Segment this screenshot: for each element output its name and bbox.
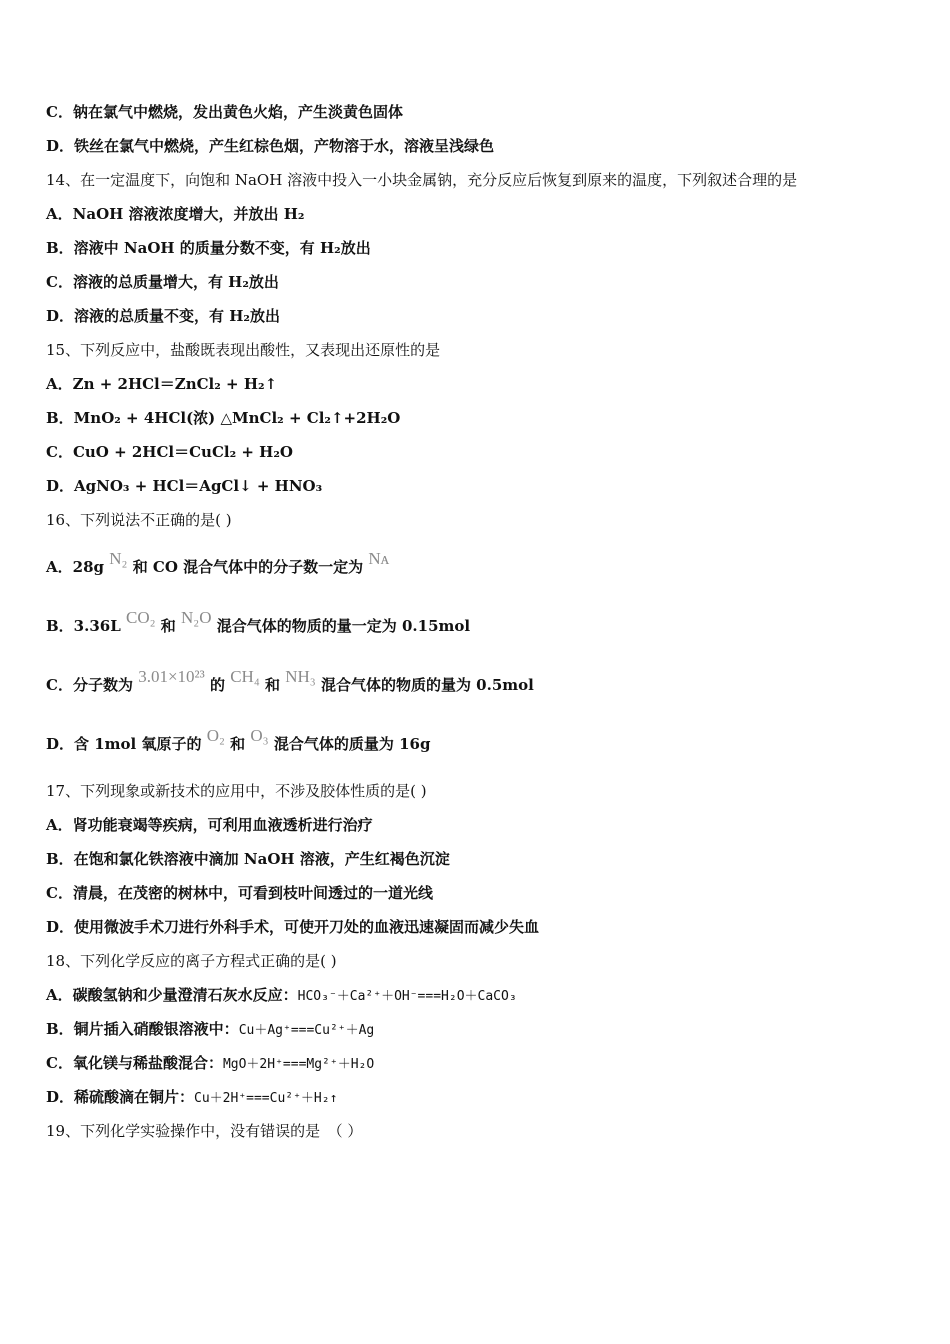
q13-option-c: C．钠在氯气中燃烧，发出黄色火焰，产生淡黄色固体 [46, 103, 403, 121]
q17-option-a: A．肾功能衰竭等疾病，可利用血液透析进行治疗 [46, 816, 373, 834]
q16-c-suffix: 混合气体的物质的量为 0.5mol [320, 676, 534, 694]
q16-d-prefix: D．含 1mol 氧原子的 [46, 735, 202, 753]
q16-b-prefix: B．3.36L [46, 617, 121, 635]
q16-a-middle: 和 CO 混合气体中的分子数一定为 [132, 558, 364, 576]
q18-a-label: A．碳酸氢钠和少量澄清石灰水反应： [46, 986, 298, 1004]
q18-b-equation: Cu＋Ag⁺===Cu²⁺＋Ag [238, 1023, 375, 1038]
q18-c-label: C．氧化镁与稀盐酸混合： [46, 1054, 223, 1072]
q15-stem: 15、下列反应中，盐酸既表现出酸性，又表现出还原性的是 [46, 341, 441, 359]
q16-a-formula-n2: N₂ [109, 549, 128, 568]
q18-option-b [46, 1019, 374, 1041]
q15-option-b: B．MnO₂ + 4HCl(浓) △MnCl₂ + Cl₂↑+2H₂O [46, 409, 401, 427]
q16-b-middle: 和 [160, 617, 176, 635]
q16-b-formula-n2o: N₂O [181, 608, 212, 627]
q16-c-middle-1: 的 [209, 676, 225, 694]
q18-d-label: D．稀硫酸滴在铜片： [46, 1088, 195, 1106]
q16-a-formula-na: Nᴀ [368, 549, 390, 568]
q16-option-d [46, 726, 431, 754]
q14-option-a: A．NaOH 溶液浓度增大，并放出 H₂ [46, 205, 305, 223]
q18-c-equation: MgO＋2H⁺===Mg²⁺＋H₂O [222, 1057, 375, 1072]
q15-option-a: A．Zn + 2HCl＝ZnCl₂ + H₂↑ [46, 375, 278, 393]
q14-stem: 14、在一定温度下，向饱和 NaOH 溶液中投入一小块金属钠，充分反应后恢复到原来的温度，下列叙述合理的是 [46, 171, 798, 189]
q16-c-formula-nh3: NH₃ [285, 667, 316, 686]
q17-option-c: C．清晨，在茂密的树林中，可看到枝叶间透过的一道光线 [46, 884, 433, 902]
q18-d-equation: Cu＋2H⁺===Cu²⁺＋H₂↑ [194, 1091, 338, 1106]
q19-stem: 19、下列化学实验操作中，没有错误的是 （ ） [46, 1122, 363, 1140]
q15-option-d: D．AgNO₃ + HCl＝AgCl↓ + HNO₃ [46, 477, 323, 495]
q16-d-formula-o3: O₃ [250, 726, 269, 745]
q13-option-d: D．铁丝在氯气中燃烧，产生红棕色烟，产物溶于水，溶液呈浅绿色 [46, 137, 495, 155]
q16-c-formula-number: 3.01×10²³ [138, 667, 205, 686]
q16-b-suffix: 混合气体的物质的量一定为 0.15mol [216, 617, 471, 635]
q15-option-c: C．CuO + 2HCl＝CuCl₂ + H₂O [46, 443, 293, 461]
q16-a-prefix: A．28g [46, 558, 105, 576]
q16-option-a [46, 549, 390, 577]
q16-c-prefix: C．分子数为 [46, 676, 133, 694]
q16-option-c [46, 667, 534, 695]
q16-d-middle: 和 [230, 735, 246, 753]
q16-option-b [46, 608, 471, 636]
q14-option-b: B．溶液中 NaOH 的质量分数不变，有 H₂放出 [46, 239, 371, 257]
q18-option-d [46, 1087, 337, 1109]
q16-d-suffix: 混合气体的质量为 16g [273, 735, 431, 753]
q17-stem: 17、下列现象或新技术的应用中，不涉及胶体性质的是( ) [46, 782, 427, 800]
q16-b-formula-co2: CO₂ [126, 608, 156, 627]
q18-option-c [46, 1053, 374, 1075]
q16-stem: 16、下列说法不正确的是( ) [46, 511, 232, 529]
q17-option-b: B．在饱和氯化铁溶液中滴加 NaOH 溶液，产生红褐色沉淀 [46, 850, 450, 868]
q18-a-equation: HCO₃⁻＋Ca²⁺＋OH⁻===H₂O＋CaCO₃ [297, 989, 517, 1004]
q18-stem: 18、下列化学反应的离子方程式正确的是( ) [46, 952, 337, 970]
q16-d-formula-o2: O₂ [206, 726, 225, 745]
q16-c-formula-ch4: CH₄ [230, 667, 260, 686]
q14-option-d: D．溶液的总质量不变，有 H₂放出 [46, 307, 280, 325]
q18-b-label: B．铜片插入硝酸银溶液中： [46, 1020, 239, 1038]
q18-option-a [46, 985, 517, 1007]
q17-option-d: D．使用微波手术刀进行外科手术，可使开刀处的血液迅速凝固而减少失血 [46, 918, 540, 936]
q16-c-middle-2: 和 [264, 676, 280, 694]
q14-option-c: C．溶液的总质量增大，有 H₂放出 [46, 273, 279, 291]
